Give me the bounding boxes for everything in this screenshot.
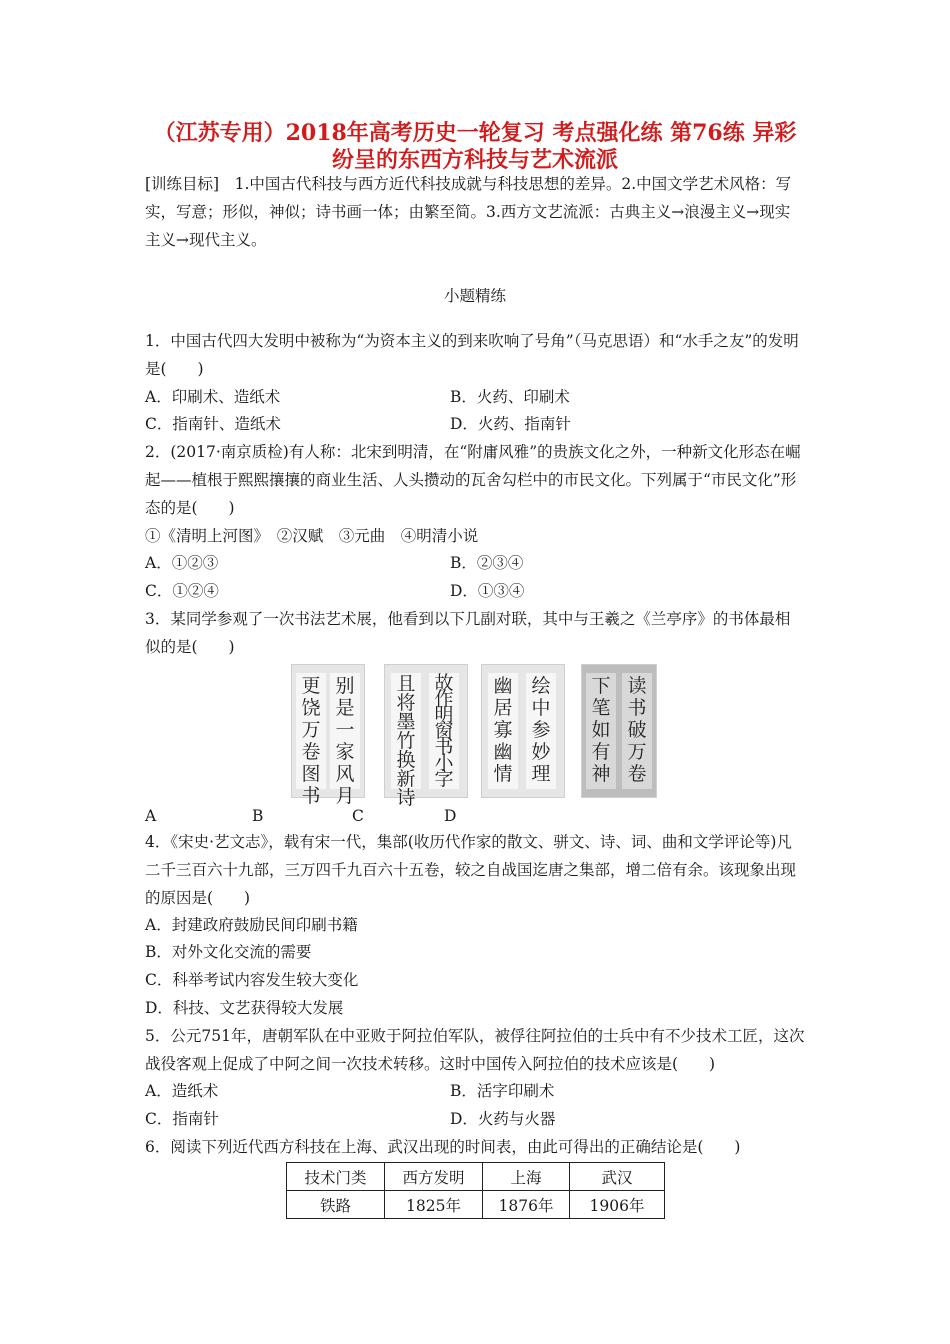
table-header-cell: 上海 — [483, 1163, 570, 1191]
training-target: [训练目标] 1.中国古代科技与西方近代科技成就与科技思想的差异。2.中国文学艺术风格：写实，写意；形似，神似；诗书画一体；由繁至简。3.西方文艺流派：古典主义→浪漫主义→现实主义→现代主义。 — [145, 175, 792, 249]
table-header-cell: 武汉 — [570, 1163, 665, 1191]
calligraphy-d-right-column: 读书破万卷 — [627, 675, 647, 785]
q5-option-b: B．活字印刷术 — [450, 1082, 555, 1100]
q3-label-c: C — [352, 807, 364, 825]
calligraphy-a-right-column: 别是一家风月 — [335, 675, 355, 807]
table-row — [287, 1191, 665, 1219]
q5-stem: 5．公元751年，唐朝军队在中亚败于阿拉伯军队，被俘往阿拉伯的士兵中有不少技术工匠，这次战役客观上促成了中阿之间一次技术转移。这时中国传入阿拉伯的技术应该是( ) — [145, 1027, 805, 1073]
calligraphy-image-c — [481, 664, 565, 798]
calligraphy-b-right-column: 故作明窗书小字 — [434, 672, 454, 790]
q4-option-c: C．科举考试内容发生较大变化 — [145, 971, 359, 989]
q2-stem: 2．(2017·南京质检)有人称：北宋到明清，在“附庸风雅”的贵族文化之外，一种新文化形态在崛起——植根于熙熙攘攘的商业生活、人头攒动的瓦舍勾栏中的市民文化。下列属于“市民文化”形态的是( ) — [145, 443, 801, 517]
table-cell: 铁路 — [287, 1191, 385, 1219]
q6-stem: 6．阅读下列近代西方科技在上海、武汉出现的时间表，由此可得出的正确结论是( ) — [145, 1138, 741, 1156]
title-line-2: 纷呈的东西方科技与艺术流派 — [331, 147, 618, 173]
tech-timeline-table — [286, 1162, 665, 1219]
q3-label-a: A — [145, 807, 157, 825]
calligraphy-c-left-column: 幽居寡幽情 — [493, 675, 513, 785]
q2-option-c: C．①②④ — [145, 582, 219, 600]
table-cell: 1906年 — [570, 1191, 665, 1219]
section-heading: 小题精练 — [443, 287, 506, 305]
calligraphy-a-left-column: 更饶万卷图书 — [301, 675, 321, 807]
q4-option-a: A．封建政府鼓励民间印刷书籍 — [145, 916, 358, 934]
calligraphy-image-b — [384, 664, 468, 809]
q4-option-d: D．科技、文艺获得较大发展 — [145, 999, 344, 1017]
table-header-cell: 西方发明 — [385, 1163, 483, 1191]
q1-option-c: C．指南针、造纸术 — [145, 415, 281, 433]
q2-items: ①《清明上河图》 ②汉赋 ③元曲 ④明清小说 — [145, 527, 479, 545]
q3-label-d: D — [444, 807, 457, 825]
q1-option-a: A．印刷术、造纸术 — [145, 388, 281, 406]
q1-option-b: B．火药、印刷术 — [450, 388, 570, 406]
calligraphy-b-left-column: 且将墨竹换新诗 — [396, 673, 416, 809]
calligraphy-image-a — [291, 664, 365, 807]
q2-option-b: B．②③④ — [450, 554, 524, 572]
q4-option-b: B．对外文化交流的需要 — [145, 943, 312, 961]
q5-option-d: D．火药与火器 — [450, 1110, 556, 1128]
table-header-cell: 技术门类 — [287, 1163, 385, 1191]
q4-stem: 4．《宋史·艺文志》，载有宋一代，集部(收历代作家的散文、骈文、诗、词、曲和文学评论等)凡二千三百六十九部，三万四千九百六十五卷，较之自战国迄唐之集部，增二倍有余。该现象出现的原因是( ) — [145, 833, 797, 907]
table-cell: 1825年 — [385, 1191, 483, 1219]
q2-option-a: A．①②③ — [145, 554, 219, 572]
q5-option-c: C．指南针 — [145, 1110, 219, 1128]
q1-stem: 1．中国古代四大发明中被称为“为资本主义的到来吹响了号角”（马克思语）和“水手之友”的发明是( ) — [145, 332, 799, 378]
q1-option-d: D．火药、指南针 — [450, 415, 571, 433]
q5-option-a: A．造纸术 — [145, 1082, 219, 1100]
document-title — [120, 120, 830, 174]
q2-option-d: D．①③④ — [450, 582, 525, 600]
q3-label-b: B — [252, 807, 264, 825]
calligraphy-d-left-column: 下笔如有神 — [591, 675, 611, 785]
calligraphy-c-right-column: 绘中参妙理 — [531, 675, 551, 785]
table-cell: 1876年 — [483, 1191, 570, 1219]
table-header-row — [287, 1163, 665, 1191]
q3-stem: 3．某同学参观了一次书法艺术展，他看到以下几副对联，其中与王羲之《兰亭序》的书体最相似的是( ) — [145, 610, 791, 656]
title-line-1: （江苏专用）2018年高考历史一轮复习 考点强化练 第76练 异彩 — [153, 120, 797, 146]
calligraphy-image-d — [581, 664, 657, 798]
